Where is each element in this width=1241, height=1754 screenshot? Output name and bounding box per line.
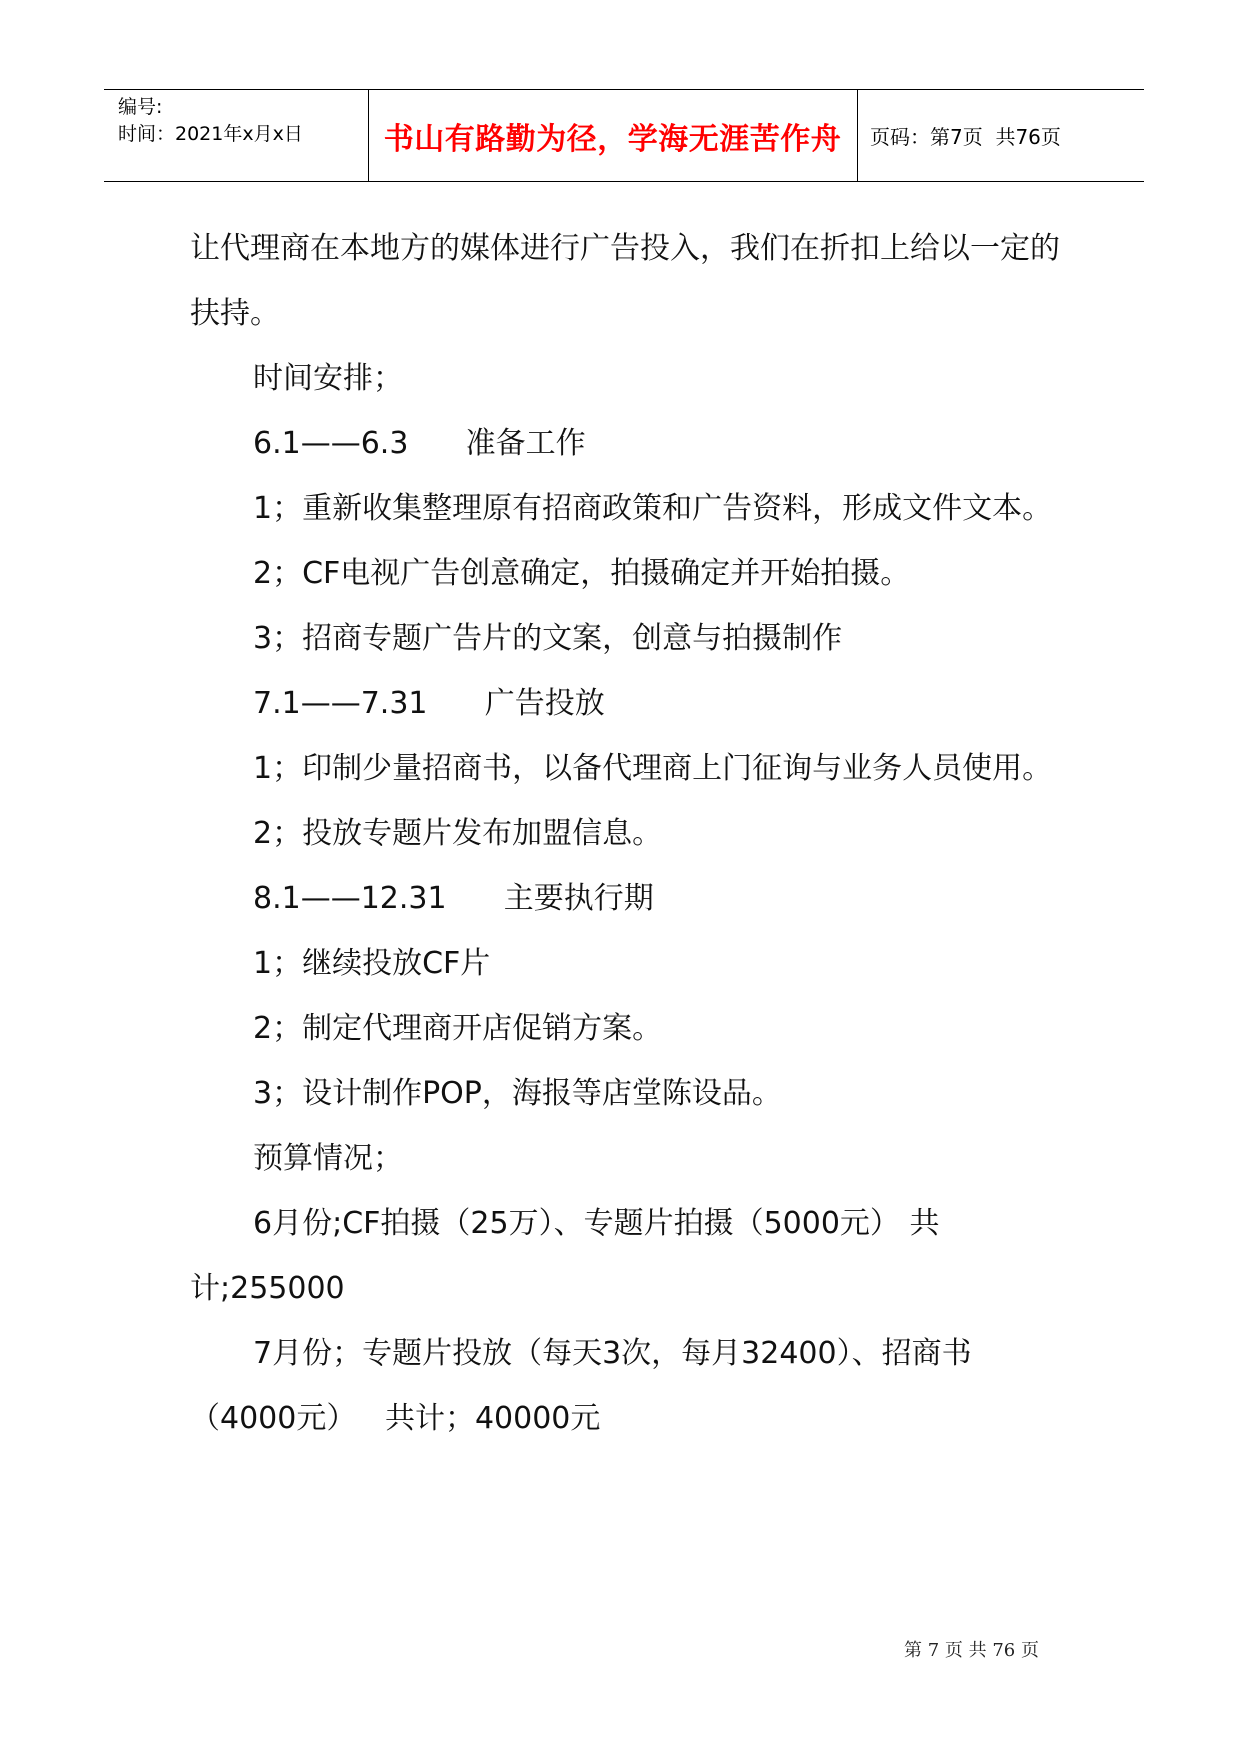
page-footer: 第 7 页 共 76 页 — [904, 1640, 1039, 1661]
paragraph: 1；印制少量招商书，以备代理商上门征询与业务人员使用。 — [253, 751, 1053, 786]
number-label: 编号: — [118, 96, 163, 118]
time-label: 时间：2021年x月x日 — [118, 123, 303, 145]
paragraph: 6月份;CF拍摄（25万）、专题片拍摄（5000元） 共计;255000 — [190, 1206, 940, 1306]
paragraph: 时间安排； — [253, 361, 403, 396]
paragraph: 2；制定代理商开店促销方案。 — [253, 1011, 663, 1046]
document-body — [190, 216, 1060, 1451]
paragraph: 让代理商在本地方的媒体进行广告投入，我们在折扣上给以一定的扶持。 — [190, 231, 1060, 331]
paragraph: 3；招商专题广告片的文案，创意与拍摄制作 — [253, 621, 843, 656]
paragraph: 7.1——7.31 广告投放 — [253, 686, 605, 721]
paragraph: 2；投放专题片发布加盟信息。 — [253, 816, 663, 851]
paragraph: 预算情况； — [253, 1141, 403, 1176]
paragraph: 8.1——12.31 主要执行期 — [253, 881, 654, 916]
paragraph: 6.1——6.3 准备工作 — [253, 426, 586, 461]
header-page-code: 页码：第7页 共76页 — [870, 125, 1061, 149]
header-motto: 书山有路勤为径，学海无涯苦作舟 — [383, 121, 842, 157]
paragraph: 7月份；专题片投放（每天3次，每月32400）、招商书（4000元） 共计；40000元 — [190, 1336, 972, 1436]
page-header — [104, 89, 1144, 182]
paragraph: 3；设计制作POP，海报等店堂陈设品。 — [253, 1076, 782, 1111]
paragraph: 1；重新收集整理原有招商政策和广告资料，形成文件文本。 — [253, 491, 1053, 526]
paragraph: 2；CF电视广告创意确定，拍摄确定并开始拍摄。 — [253, 556, 911, 591]
paragraph: 1；继续投放CF片 — [253, 946, 491, 981]
header-divider — [857, 90, 858, 181]
